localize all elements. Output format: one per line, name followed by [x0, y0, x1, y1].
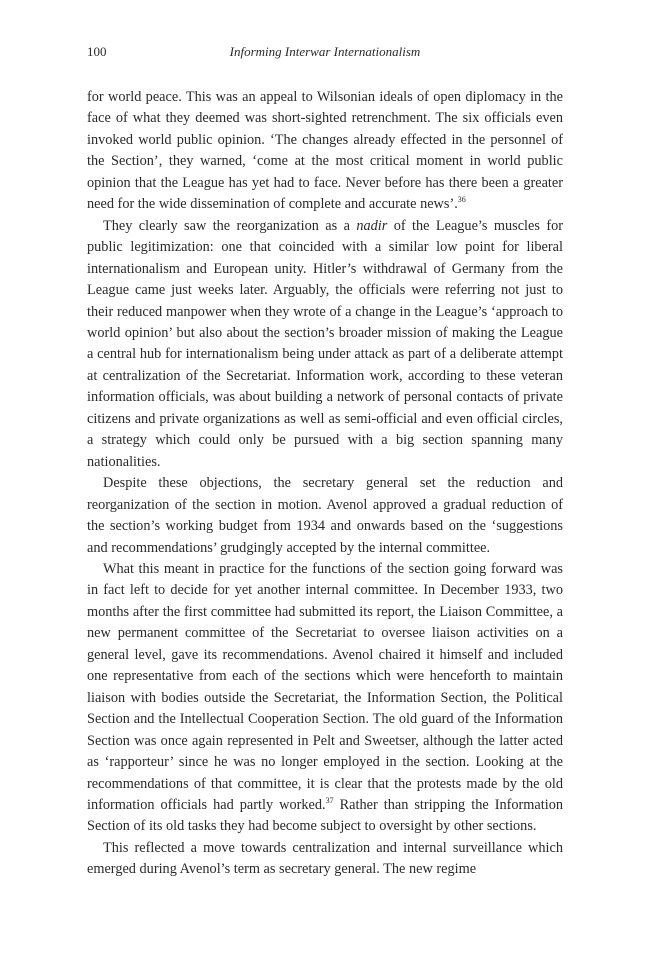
paragraph-4 — [87, 559, 563, 838]
footnote-ref-37: 37 — [325, 796, 334, 806]
paragraph-1 — [87, 87, 563, 216]
paragraph-text: Despite these objections, the secretary general set the reduction and reorganization of the section in motion. Avenol approved a gradual reduction of the section’s working budget from 1934 and onwards based on the ‘suggestions and recommendations’ grudgingly accepted by the internal committee. — [87, 475, 563, 556]
paragraph-2 — [87, 216, 563, 473]
paragraph-text: What this meant in practice for the functions of the section going forward was in fact left to decide for yet another internal committee. In December 1933, two months after the first committee had submitted its report, the Liaison Committee, a new permanent committee of the Secretariat to oversee liaison activities on a general level, gave its recommendations. Avenol chaired it himself and included one representative from each of the sections which were henceforth to maintain liaison with bodies outside the Secretariat, the Information Section, the Political Section and the Intellectual Cooperation Section. The old guard of the Information Section was once again represented in Pelt and Sweetser, although the latter acted as ‘rapporteur’ since he was no longer employed in the section. Looking at the recommendations of that committee, it is clear that the protests made by the old information officials had partly worked. — [87, 560, 563, 813]
paragraph-text: This reflected a move towards centralization and internal surveillance which emerged during Avenol’s term as secretary general. The new regime — [87, 839, 563, 878]
paragraph-3 — [87, 473, 563, 559]
paragraph-text: of the League’s muscles for public legitimization: one that coincided with a similar low point for liberal internationalism and European unity. Hitler’s withdrawal of Germany from the League came just weeks later. Arguably, the officials were referring not just to their reduced manpower when they wrote of a change in the League’s ‘approach to world opinion’ but also about the section’s broader mission of making the League a central hub for internationalism being under attack as part of a deliberate attempt at centralization of the Secretariat. Information work, according to these veteran information officials, was about building a network of personal contacts of private citizens and private organizations as well as semi-official and even official circles, a strategy which could only be pursued with a big section spanning many nationalities. — [87, 217, 563, 470]
emphasis-nadir: nadir — [356, 217, 388, 234]
running-head — [87, 44, 563, 64]
paragraph-text: for world peace. This was an appeal to Wilsonian ideals of open diplomacy in the face of what they deemed was short-sighted retrenchment. The six officials even invoked world public opinion. ‘The changes already effected in the personnel of the Section’, they warned, ‘come at the most critical moment in world public opinion that the League has yet had to face. Never before has there been a greater need for the wide dissemination of complete and accurate news’. — [87, 89, 563, 213]
paragraph-text: Rather than stripping the Information Section of its old tasks they had become subject to oversight by other sections. — [87, 796, 563, 835]
running-title: Informing Interwar Internationalism — [229, 44, 421, 59]
paragraph-5 — [87, 838, 563, 881]
paragraph-text: They clearly saw the reorganization as a — [103, 217, 357, 234]
footnote-ref-36: 36 — [457, 195, 466, 205]
page-number: 100 — [87, 44, 107, 59]
body-text — [87, 87, 563, 881]
